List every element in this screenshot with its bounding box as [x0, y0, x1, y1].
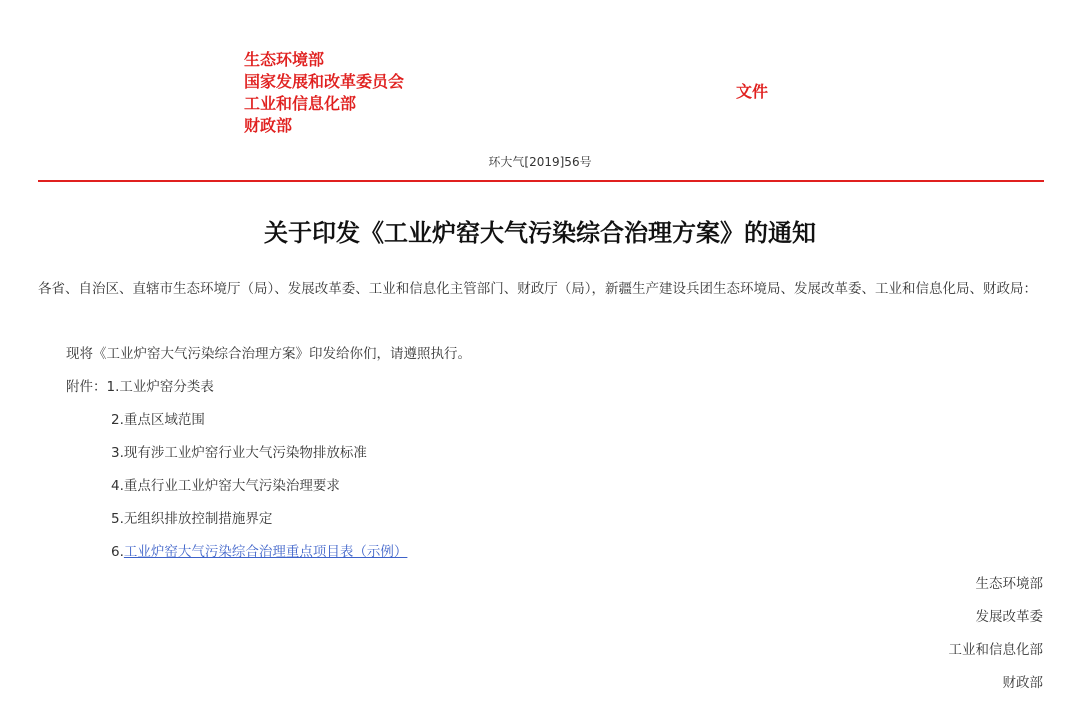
attachment-item-6 [111, 542, 407, 562]
body-paragraph: 现将《工业炉窑大气污染综合治理方案》印发给你们，请遵照执行。 [66, 346, 471, 362]
issuer-line: 财政部 [244, 116, 293, 135]
attachment-link[interactable]: 工业炉窑大气污染综合治理重点项目表（示例） [123, 544, 408, 560]
signature-agency: 工业和信息化部 [948, 642, 1043, 658]
attachments-label: 附件： [66, 379, 107, 395]
document-number: 环大气[2019]56号 [488, 155, 592, 169]
issuing-agencies [244, 49, 404, 137]
notice-title: 关于印发《工业炉窑大气污染综合治理方案》的通知 [264, 219, 816, 247]
issuer-line: 国家发展和改革委员会 [244, 72, 405, 91]
signature-agency: 财政部 [1002, 675, 1043, 691]
issuer-line: 工业和信息化部 [244, 94, 357, 113]
file-label: 文件 [736, 82, 769, 101]
attachment-item: 3.现有涉工业炉窑行业大气污染物排放标准 [111, 445, 367, 461]
attachment-item: 4.重点行业工业炉窑大气污染治理要求 [111, 478, 340, 494]
attachment-item: 2.重点区域范围 [111, 412, 205, 428]
attachment-item: 1.工业炉窑分类表 [106, 379, 214, 395]
attachment-item: 5.无组织排放控制措施界定 [111, 511, 273, 527]
signature-agency: 发展改革委 [975, 609, 1043, 625]
attachment-number: 6. [111, 544, 124, 560]
signature-agency: 生态环境部 [975, 576, 1043, 592]
addressee-paragraph: 各省、自治区、直辖市生态环境厅（局）、发展改革委、工业和信息化主管部门、财政厅（局），新疆生产建设兵团生态环境局、发展改革委、工业和信息化局、财政局： [38, 281, 1037, 297]
attachments-row [66, 377, 214, 397]
issuer-line: 生态环境部 [244, 50, 325, 69]
red-divider [38, 180, 1044, 182]
